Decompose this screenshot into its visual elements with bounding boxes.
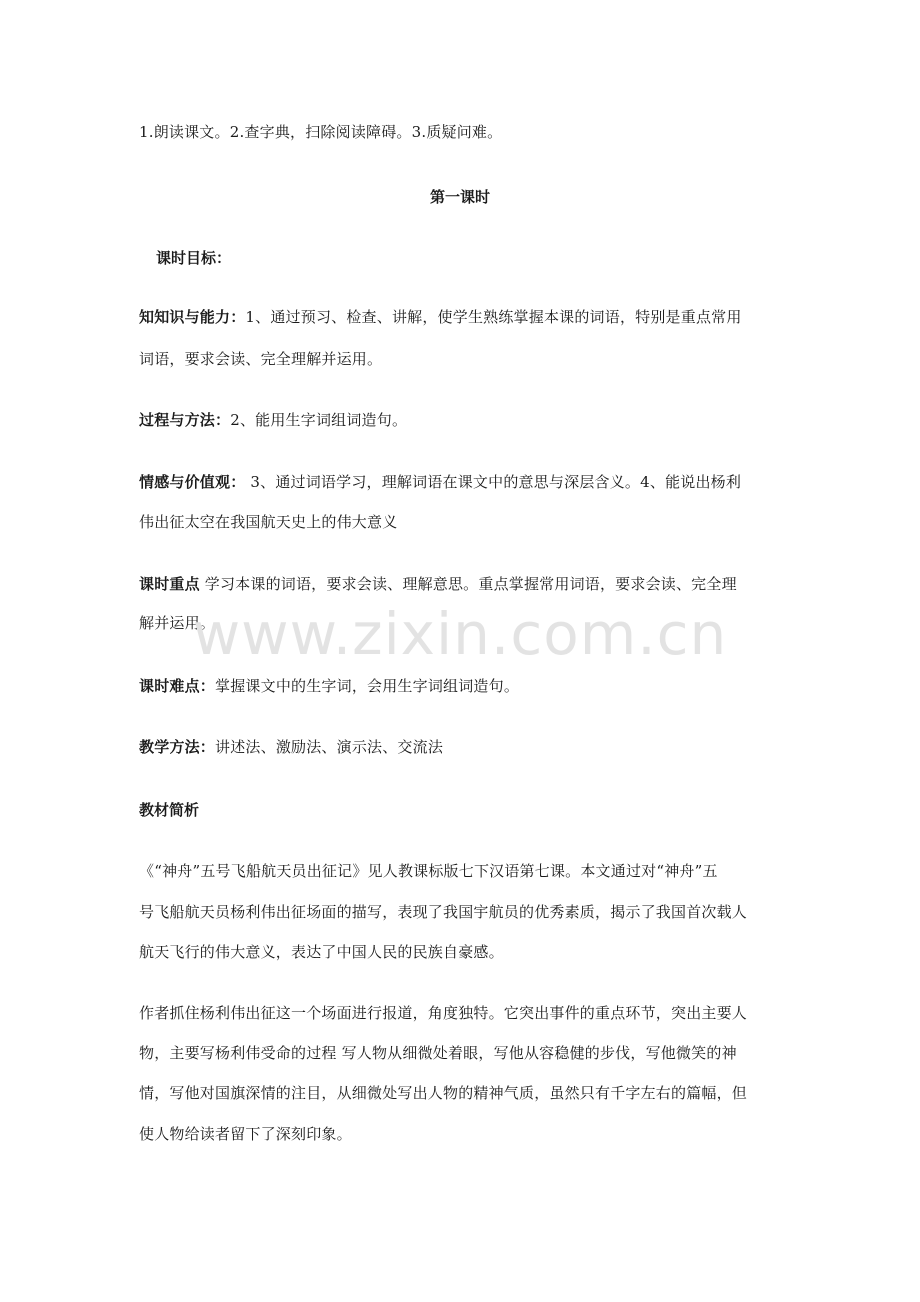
emotion-text-1: 3、通过词语学习，理解词语在课文中的意思与深层含义。4、能说出杨利 [245, 473, 742, 491]
process-text: 2、能用生字词组词造句。 [230, 411, 408, 429]
paragraph2-line: 物，主要写杨利伟受命的过程 写人物从细微处着眼，写他从容稳健的步伐，写他微笑的神 [139, 1044, 737, 1062]
paragraph1-line: 航天飞行的伟大意义，表达了中国人民的民族自豪感。 [139, 943, 504, 961]
emotion-line-1 [139, 472, 789, 492]
paragraph2-line: 使人物给读者留下了深刻印象。 [139, 1125, 352, 1143]
watermark: www.zixin.com.cn [192, 600, 728, 668]
difficulties-text: 掌握课文中的生字词，会用生字词组词造句。 [215, 677, 520, 695]
methods-line [139, 737, 789, 757]
knowledge-text-1: 1、通过预习、检查、讲解，使学生熟练掌握本课的词语，特别是重点常用 [245, 308, 742, 326]
emotion-label: 情感与价值观： [139, 473, 246, 491]
key-points-label: 课时重点 [139, 575, 200, 593]
process-line [139, 410, 789, 430]
objectives-heading: 课时目标： [156, 249, 232, 267]
paragraph1-line: 《“神舟”五号飞船航天员出征记》见人教课标版七下汉语第七课。本文通过对“神舟”五 [139, 862, 718, 880]
knowledge-line-1 [139, 307, 789, 327]
difficulties-line [139, 676, 789, 696]
knowledge-label: 知知识与能力： [139, 308, 246, 326]
paragraph1-line: 号飞船航天员杨利伟出征场面的描写，表现了我国宇航员的优秀素质，揭示了我国首次载人 [139, 903, 748, 921]
lesson-title: 第一课时 [429, 188, 490, 206]
knowledge-line-2: 词语，要求会读、完全理解并运用。 [139, 350, 383, 368]
process-label: 过程与方法： [139, 411, 231, 429]
paragraph2-line: 作者抓住杨利伟出征这一个场面进行报道，角度独特。它突出事件的重点环节，突出主要人 [139, 1004, 748, 1022]
key-points-line-1 [139, 574, 789, 594]
methods-label: 教学方法： [139, 738, 216, 756]
emotion-line-2: 伟出征太空在我国航天史上的伟大意义 [139, 513, 398, 531]
analysis-heading: 教材简析 [139, 801, 200, 819]
methods-text: 讲述法、激励法、演示法、交流法 [215, 738, 444, 756]
paragraph2-line: 情，写他对国旗深情的注目，从细微处写出人物的精神气质，虽然只有千字左右的篇幅，但 [139, 1084, 748, 1102]
key-points-line-2: 解并运用。 [139, 614, 216, 632]
key-points-text-1: 学习本课的词语，要求会读、理解意思。重点掌握常用词语，要求会读、完全理 [199, 575, 737, 593]
intro-line: 1.朗读课文。2.查字典，扫除阅读障碍。3.质疑问难。 [139, 123, 503, 141]
difficulties-label: 课时难点： [139, 677, 216, 695]
